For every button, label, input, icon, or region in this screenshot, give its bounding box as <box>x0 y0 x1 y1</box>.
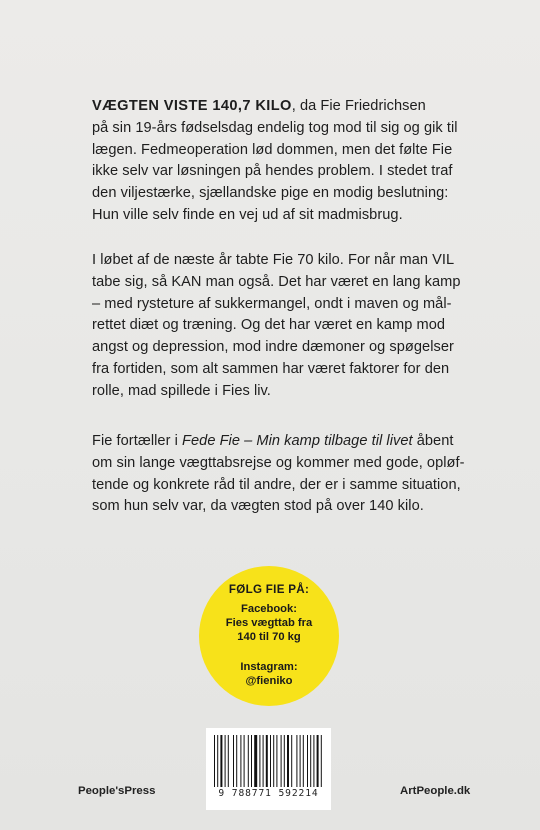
barcode-bar <box>220 735 222 787</box>
instagram-handle: @fieniko <box>245 675 293 688</box>
publisher-logo-left: People'sPress <box>78 785 156 797</box>
barcode-bar <box>296 735 297 787</box>
barcode-bar <box>284 735 285 787</box>
barcode-bar <box>236 735 237 787</box>
text-line: fra fortiden, som alt sammen har været faktorer for den <box>92 360 450 377</box>
facebook-page-line: 140 til 70 kg <box>237 631 301 644</box>
text-line: på sin 19-års fødselsdag endelig tog mod til sig og gik til <box>92 119 458 136</box>
text-line: angst og depression, mod indre dæmoner og spøgelser <box>92 339 454 356</box>
isbn-number: 9 788771 592214 <box>218 788 319 799</box>
text-line: VÆGTEN VISTE 140,7 KILO, da Fie Friedrichsen <box>92 98 426 114</box>
barcode-bar <box>251 735 252 787</box>
barcode-bar <box>291 735 292 787</box>
text-line: om sin lange vægttabsrejse og kommer med gode, opløf- <box>92 454 465 471</box>
text-line: rolle, mad spillede i Fies liv. <box>92 382 271 399</box>
barcode-bar <box>270 735 271 787</box>
social-badge <box>199 566 339 706</box>
barcode-bar <box>217 735 218 787</box>
text-line: – med rysteture af sukkermangel, ondt i maven og mål- <box>92 295 452 312</box>
barcode-bar <box>233 735 234 787</box>
barcode-bar <box>263 735 264 787</box>
text-line: tabe sig, så KAN man også. Det har været en lang kamp <box>92 273 461 290</box>
barcode-bar <box>310 735 311 787</box>
badge-heading: FØLG FIE PÅ: <box>228 583 310 596</box>
instagram-label: Instagram: <box>240 661 298 673</box>
text-line: Fie fortæller i Fede Fie – Min kamp tilbage til livet åbent <box>92 433 454 449</box>
barcode-bar <box>287 735 289 787</box>
paragraph-book <box>92 431 487 518</box>
facebook-info <box>199 602 339 645</box>
text-line: tende og konkrete råd til andre, der er i samme situation, <box>92 476 461 493</box>
barcode <box>206 728 331 810</box>
barcode-bar <box>281 735 282 787</box>
facebook-label: Facebook: <box>241 603 297 615</box>
text-line: som hun selv var, da vægten stod på over 140 kilo. <box>92 498 424 515</box>
barcode-bar <box>313 735 314 787</box>
barcode-bar <box>317 735 319 787</box>
book-title: Fede Fie – Min kamp tilbage til livet <box>182 433 413 449</box>
publisher-logo-right: ArtPeople.dk <box>400 785 471 797</box>
text-line: I løbet af de næste år tabte Fie 70 kilo. For når man VIL <box>92 252 455 268</box>
text-line: den viljestærke, sjællandske pige en modig beslutning: <box>92 185 449 202</box>
text-line: ikke selv var løsningen på hendes problem. I stedet traf <box>92 163 453 180</box>
barcode-bar <box>248 735 249 787</box>
barcode-bar <box>303 735 304 787</box>
facebook-page-line: Fies vægttab fra <box>225 617 313 630</box>
barcode-bar <box>254 735 257 787</box>
instagram-info <box>199 660 339 688</box>
barcode-bar <box>228 735 229 787</box>
barcode-bar <box>214 735 215 787</box>
barcode-bar <box>240 735 241 787</box>
barcode-bar <box>225 735 226 787</box>
barcode-bar <box>259 735 260 787</box>
barcode-bar <box>307 735 308 787</box>
text-line: Hun ville selv finde en vej ud af sit madmisbrug. <box>92 206 403 223</box>
barcode-bar <box>273 735 274 787</box>
barcode-bars <box>214 735 323 787</box>
barcode-bar <box>321 735 322 787</box>
text-line: lægen. Fedmeoperation lød dommen, men det følte Fie <box>92 141 453 158</box>
lead-in-text: VÆGTEN VISTE 140,7 KILO <box>92 98 292 114</box>
barcode-bar <box>300 735 301 787</box>
barcode-bar <box>276 735 277 787</box>
paragraph-journey <box>92 250 487 403</box>
barcode-bar <box>266 735 268 787</box>
text-line: rettet diæt og træning. Og det har været en kamp mod <box>92 317 446 334</box>
barcode-bar <box>244 735 245 787</box>
paragraph-intro <box>92 96 487 227</box>
